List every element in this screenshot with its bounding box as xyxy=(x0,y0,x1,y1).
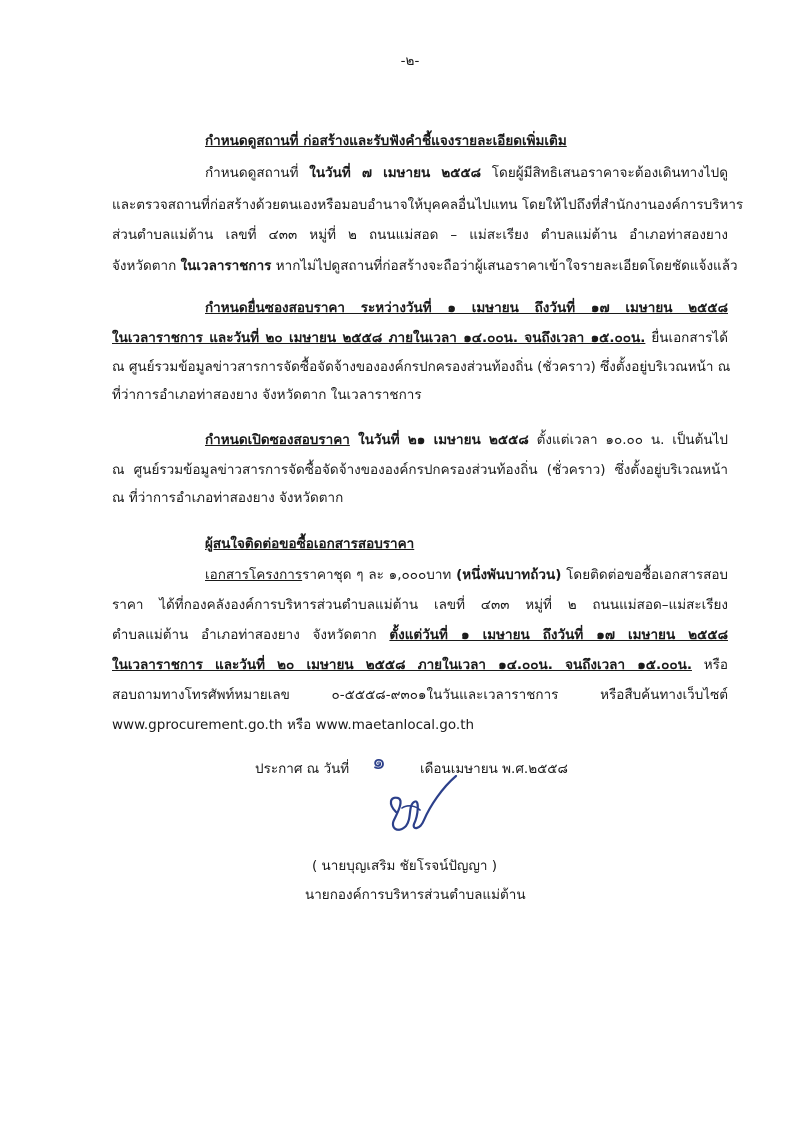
document-purchase-line-1 xyxy=(205,566,728,584)
document-purchase-line-4 xyxy=(112,656,728,674)
signature-icon xyxy=(368,772,464,846)
document-purchase-line-3 xyxy=(112,626,728,644)
bid-submission-line-2 xyxy=(112,329,728,347)
document-purchase-text: โดยติดต่อขอซื้อเอกสารสอบ xyxy=(561,567,728,583)
page-number: -๒- xyxy=(400,53,420,69)
bid-submission-text: ยื่นเอกสารได้ xyxy=(645,330,728,346)
bid-submission-line-3: ณ ศูนย์รวมข้อมูลข่าวสารการจัดซื้อจัดจ้างขององค์กรปกครองส่วนท้องถิ่น (ชั่วคราว) ซึ่งตั้งอยู่บริเวณหน้า ณ xyxy=(112,359,731,375)
site-visit-label: กำหนดดูสถานที่ xyxy=(205,165,310,181)
document-purchase-dates: ตั้งแต่วันที่ ๑ เมษายน ถึงวันที่ ๑๗ เมษายน ๒๕๕๘ xyxy=(389,627,728,643)
websites-line: www.gprocurement.go.th หรือ www.maetanlocal.go.th xyxy=(112,717,475,733)
site-visit-date: ในวันที่ ๗ เมษายน ๒๕๕๘ xyxy=(309,165,482,181)
bid-submission-time: ในเวลาราชการ และวันที่ ๒๐ เมษายน ๒๕๕๘ ภายในเวลา ๑๔.๐๐น. จนถึงเวลา ๑๕.๐๐น. xyxy=(112,330,646,346)
document-price: ราคาชุด ๆ ละ ๑,๐๐๐บาท xyxy=(302,567,457,583)
announcement-prefix: ประกาศ ณ วันที่ xyxy=(255,761,350,777)
bid-opening-line-2: ณ ศูนย์รวมข้อมูลข่าวสารการจัดซื้อจัดจ้างขององค์กรปกครองส่วนท้องถิ่น (ชั่วคราว) ซึ่งตั้งอยู่บริเวณหน้า xyxy=(112,462,728,478)
project-document-label: เอกสารโครงการ xyxy=(205,567,303,583)
site-visit-heading: กำหนดดูสถานที่ ก่อสร้างและรับฟังคำชี้แจงรายละเอียดเพิ่มเติม xyxy=(205,133,567,149)
bid-opening-line-3: ณ ที่ว่าการอำเภอท่าสองยาง จังหวัดตาก xyxy=(112,490,344,506)
site-visit-line-3: ส่วนตำบลแม่ต้าน เลขที่ ๔๓๓ หมู่ที่ ๒ ถนนแม่สอด – แม่สะเรียง ตำบลแม่ต้าน อำเภอท่าสองยาง xyxy=(112,227,728,243)
document-purchase-line-5: สอบถามทางโทรศัพท์หมายเลข ๐-๕๕๕๘-๙๓๐๑ในวันและเวลาราชการ หรือสืบค้นทางเว็บไซต์ xyxy=(112,687,728,703)
site-visit-text: โดยผู้มีสิทธิเสนอราคาจะต้องเดินทางไปดู xyxy=(481,165,728,181)
site-visit-line-2: และตรวจสถานที่ก่อสร้างด้วยตนเองหรือมอบอำนาจให้บุคคลอื่นไปแทน โดยให้ไปถึงที่สำนักงานองค์การบริหาร xyxy=(112,197,744,213)
site-visit-line-1 xyxy=(205,164,728,182)
site-visit-province: จังหวัดตาก xyxy=(112,258,181,274)
bid-opening-time: ตั้งแต่เวลา ๑๐.๐๐ น. เป็นต้นไป xyxy=(528,432,728,448)
announcement-day-handwritten: ๑ xyxy=(372,750,386,775)
bid-opening-label: กำหนดเปิดซองสอบราคา xyxy=(205,432,350,448)
bid-submission-line-1: กำหนดยื่นซองสอบราคา ระหว่างวันที่ ๑ เมษายน ถึงวันที่ ๑๗ เมษายน ๒๕๕๘ xyxy=(205,300,728,316)
site-visit-note: หากไม่ไปดูสถานที่ก่อสร้างจะถือว่าผู้เสนอราคาเข้าใจรายละเอียดโดยชัดแจ้งแล้ว xyxy=(271,258,738,274)
signatory-title: นายกองค์การบริหารส่วนตำบลแม่ต้าน xyxy=(305,887,526,903)
document-purchase-time: ในเวลาราชการ และวันที่ ๒๐ เมษายน ๒๕๕๘ ภายในเวลา ๑๔.๐๐น. จนถึงเวลา ๑๕.๐๐น. xyxy=(112,657,692,673)
document-purchase-or: หรือ xyxy=(691,657,728,673)
bid-submission-line-4: ที่ว่าการอำเภอท่าสองยาง จังหวัดตาก ในเวลาราชการ xyxy=(112,387,422,403)
bid-opening-date: ในวันที่ ๒๑ เมษายน ๒๕๕๘ xyxy=(349,432,529,448)
announcement-month-year: เดือนเมษายน พ.ศ.๒๕๕๘ xyxy=(420,761,568,777)
site-visit-line-4 xyxy=(112,257,738,275)
bid-opening-line-1 xyxy=(205,431,728,449)
signatory-name: ( นายบุญเสริม ชัยโรจน์ปัญญา ) xyxy=(312,858,498,874)
document-purchase-line-2: ราคา ได้ที่กองคลังองค์การบริหารส่วนตำบลแม่ต้าน เลขที่ ๔๓๓ หมู่ที่ ๒ ถนนแม่สอด–แม่สะเรียง xyxy=(112,597,728,613)
document-purchase-heading: ผู้สนใจติดต่อขอซื้อเอกสารสอบราคา xyxy=(205,536,415,552)
site-visit-office-hours: ในเวลาราชการ xyxy=(180,258,272,274)
document-price-words: (หนึ่งพันบาทถ้วน) xyxy=(456,567,562,583)
document-purchase-location: ตำบลแม่ต้าน อำเภอท่าสองยาง จังหวัดตาก xyxy=(112,627,390,643)
